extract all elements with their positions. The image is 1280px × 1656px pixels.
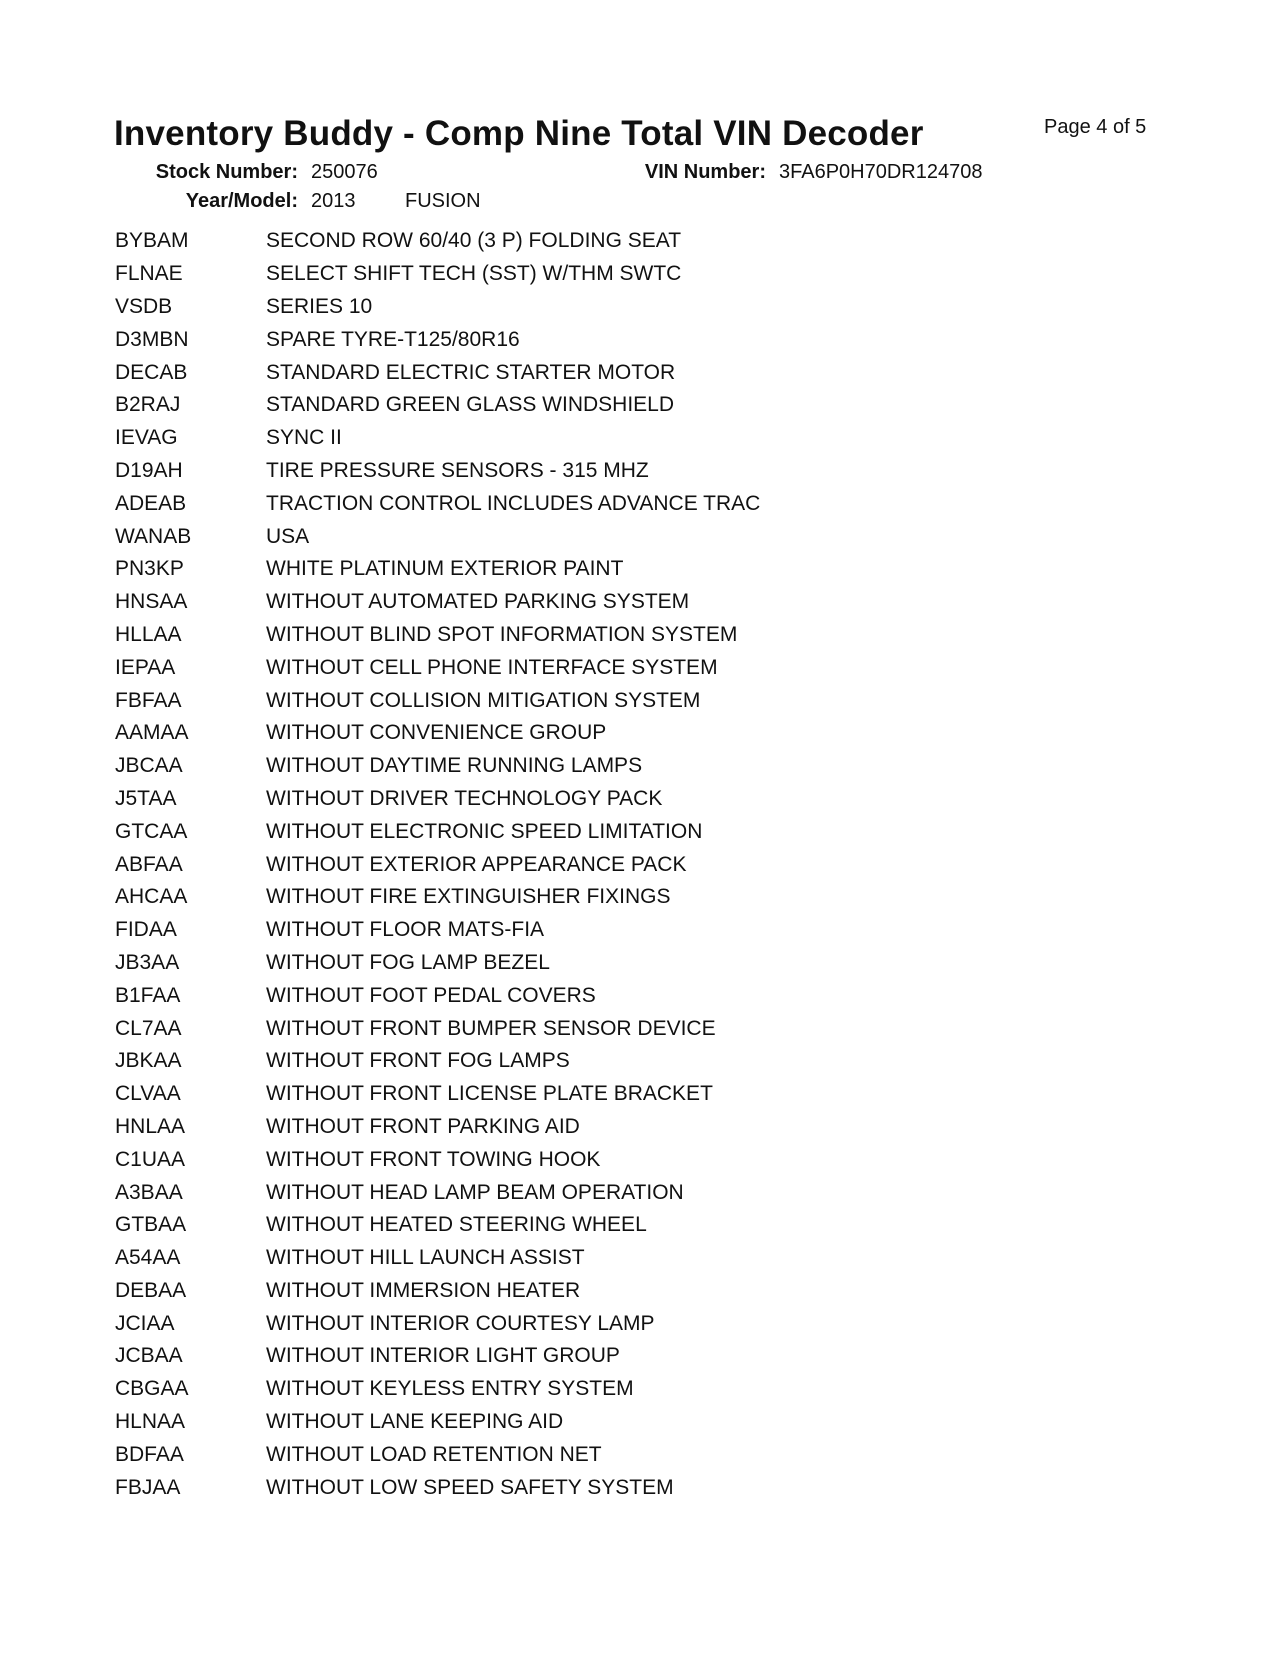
option-description: WITHOUT HEATED STEERING WHEEL bbox=[266, 1213, 647, 1237]
option-description: WITHOUT FRONT TOWING HOOK bbox=[266, 1147, 601, 1171]
option-description: WHITE PLATINUM EXTERIOR PAINT bbox=[266, 557, 624, 581]
option-code: AHCAA bbox=[115, 885, 188, 909]
option-code: B1FAA bbox=[115, 983, 181, 1007]
list-item bbox=[115, 1078, 760, 1111]
option-code: FLNAE bbox=[115, 262, 183, 286]
option-description: WITHOUT BLIND SPOT INFORMATION SYSTEM bbox=[266, 622, 738, 646]
option-code: A54AA bbox=[115, 1246, 181, 1270]
option-description: WITHOUT COLLISION MITIGATION SYSTEM bbox=[266, 688, 701, 712]
list-item bbox=[115, 389, 760, 422]
list-item bbox=[115, 1045, 760, 1078]
option-code: AAMAA bbox=[115, 721, 189, 745]
option-description: SELECT SHIFT TECH (SST) W/THM SWTC bbox=[266, 262, 682, 286]
option-description: WITHOUT CONVENIENCE GROUP bbox=[266, 721, 607, 745]
option-description: WITHOUT FLOOR MATS-FIA bbox=[266, 918, 545, 942]
option-description: WITHOUT IMMERSION HEATER bbox=[266, 1278, 581, 1302]
option-description: USA bbox=[266, 524, 310, 548]
list-item bbox=[115, 651, 760, 684]
list-item bbox=[115, 815, 760, 848]
list-item bbox=[115, 979, 760, 1012]
option-code: A3BAA bbox=[115, 1180, 183, 1204]
option-description: STANDARD GREEN GLASS WINDSHIELD bbox=[266, 393, 675, 417]
list-item bbox=[115, 553, 760, 586]
list-item bbox=[115, 1373, 760, 1406]
option-code: GTCAA bbox=[115, 819, 188, 843]
list-item bbox=[115, 1111, 760, 1144]
list-item bbox=[115, 487, 760, 520]
option-code: HNLAA bbox=[115, 1114, 186, 1138]
option-code: PN3KP bbox=[115, 557, 184, 581]
option-description: STANDARD ELECTRIC STARTER MOTOR bbox=[266, 360, 676, 384]
list-item bbox=[115, 520, 760, 553]
list-item bbox=[115, 1275, 760, 1308]
option-description: WITHOUT DRIVER TECHNOLOGY PACK bbox=[266, 786, 663, 810]
list-item bbox=[115, 1242, 760, 1275]
list-item bbox=[115, 1209, 760, 1242]
model-value: FUSION bbox=[405, 190, 481, 212]
list-item bbox=[115, 848, 760, 881]
list-item bbox=[115, 258, 760, 291]
vin-number-label: VIN Number: bbox=[644, 161, 766, 183]
option-description: WITHOUT FIRE EXTINGUISHER FIXINGS bbox=[266, 885, 671, 909]
stock-number-value: 250076 bbox=[311, 161, 378, 183]
list-item bbox=[115, 291, 760, 324]
option-description: WITHOUT INTERIOR LIGHT GROUP bbox=[266, 1344, 620, 1368]
option-code-list bbox=[115, 225, 760, 1504]
page-indicator: Page 4 of 5 bbox=[1044, 116, 1147, 138]
option-code: VSDB bbox=[115, 294, 173, 318]
option-description: SPARE TYRE-T125/80R16 bbox=[266, 327, 520, 351]
list-item bbox=[115, 783, 760, 816]
year-value: 2013 bbox=[311, 190, 356, 212]
list-item bbox=[115, 1438, 760, 1471]
list-item bbox=[115, 455, 760, 488]
list-item bbox=[115, 717, 760, 750]
option-description: SERIES 10 bbox=[266, 294, 373, 318]
list-item bbox=[115, 1471, 760, 1504]
list-item bbox=[115, 881, 760, 914]
list-item bbox=[115, 914, 760, 947]
year-model-label: Year/Model: bbox=[185, 190, 298, 212]
option-code: BDFAA bbox=[115, 1442, 184, 1466]
option-code: CBGAA bbox=[115, 1377, 189, 1401]
option-description: WITHOUT LANE KEEPING AID bbox=[266, 1410, 564, 1434]
stock-number-label: Stock Number: bbox=[155, 161, 298, 183]
option-code: FIDAA bbox=[115, 918, 177, 942]
option-description: WITHOUT FRONT PARKING AID bbox=[266, 1114, 580, 1138]
list-item bbox=[115, 586, 760, 619]
list-item bbox=[115, 684, 760, 717]
option-code: C1UAA bbox=[115, 1147, 186, 1171]
option-code: FBFAA bbox=[115, 688, 182, 712]
option-code: BYBAM bbox=[115, 229, 189, 253]
vin-number-value: 3FA6P0H70DR124708 bbox=[779, 161, 983, 183]
option-description: WITHOUT CELL PHONE INTERFACE SYSTEM bbox=[266, 655, 718, 679]
option-description: WITHOUT FRONT LICENSE PLATE BRACKET bbox=[266, 1082, 713, 1106]
option-code: B2RAJ bbox=[115, 393, 181, 417]
list-item bbox=[115, 356, 760, 389]
option-description: TIRE PRESSURE SENSORS - 315 MHZ bbox=[266, 458, 649, 482]
option-description: WITHOUT KEYLESS ENTRY SYSTEM bbox=[266, 1377, 634, 1401]
option-code: JBCAA bbox=[115, 754, 183, 778]
option-description: SYNC II bbox=[266, 426, 342, 450]
option-description: WITHOUT FRONT BUMPER SENSOR DEVICE bbox=[266, 1016, 716, 1040]
option-code: JCIAA bbox=[115, 1311, 175, 1335]
list-item bbox=[115, 225, 760, 258]
option-description: WITHOUT LOAD RETENTION NET bbox=[266, 1442, 602, 1466]
list-item bbox=[115, 1307, 760, 1340]
option-code: FBJAA bbox=[115, 1475, 181, 1499]
option-code: ADEAB bbox=[115, 491, 187, 515]
list-item bbox=[115, 619, 760, 652]
list-item bbox=[115, 323, 760, 356]
option-description: WITHOUT ELECTRONIC SPEED LIMITATION bbox=[266, 819, 703, 843]
option-description: WITHOUT FRONT FOG LAMPS bbox=[266, 1049, 570, 1073]
list-item bbox=[115, 1012, 760, 1045]
option-description: WITHOUT DAYTIME RUNNING LAMPS bbox=[266, 754, 643, 778]
option-code: WANAB bbox=[115, 524, 192, 548]
option-description: WITHOUT LOW SPEED SAFETY SYSTEM bbox=[266, 1475, 674, 1499]
option-description: WITHOUT FOG LAMP BEZEL bbox=[266, 950, 550, 974]
option-description: WITHOUT FOOT PEDAL COVERS bbox=[266, 983, 596, 1007]
option-code: JBKAA bbox=[115, 1049, 182, 1073]
option-description: WITHOUT INTERIOR COURTESY LAMP bbox=[266, 1311, 655, 1335]
document-title: Inventory Buddy - Comp Nine Total VIN Decoder bbox=[114, 114, 924, 153]
option-description: SECOND ROW 60/40 (3 P) FOLDING SEAT bbox=[266, 229, 682, 253]
list-item bbox=[115, 1176, 760, 1209]
list-item bbox=[115, 1406, 760, 1439]
option-code: IEVAG bbox=[115, 426, 178, 450]
option-code: JB3AA bbox=[115, 950, 180, 974]
option-code: CL7AA bbox=[115, 1016, 182, 1040]
option-description: WITHOUT HILL LAUNCH ASSIST bbox=[266, 1246, 585, 1270]
option-code: HLLAA bbox=[115, 622, 182, 646]
list-item bbox=[115, 947, 760, 980]
option-code: HLNAA bbox=[115, 1410, 186, 1434]
option-code: JCBAA bbox=[115, 1344, 183, 1368]
option-code: DEBAA bbox=[115, 1278, 187, 1302]
option-code: DECAB bbox=[115, 360, 188, 384]
option-description: TRACTION CONTROL INCLUDES ADVANCE TRAC bbox=[266, 491, 761, 515]
option-code: D19AH bbox=[115, 458, 183, 482]
list-item bbox=[115, 1340, 760, 1373]
list-item bbox=[115, 1143, 760, 1176]
list-item bbox=[115, 422, 760, 455]
option-code: HNSAA bbox=[115, 590, 188, 614]
option-description: WITHOUT EXTERIOR APPEARANCE PACK bbox=[266, 852, 687, 876]
option-code: IEPAA bbox=[115, 655, 176, 679]
option-code: ABFAA bbox=[115, 852, 183, 876]
option-code: D3MBN bbox=[115, 327, 189, 351]
option-description: WITHOUT HEAD LAMP BEAM OPERATION bbox=[266, 1180, 684, 1204]
option-description: WITHOUT AUTOMATED PARKING SYSTEM bbox=[266, 590, 690, 614]
list-item bbox=[115, 750, 760, 783]
option-code: GTBAA bbox=[115, 1213, 187, 1237]
option-code: J5TAA bbox=[115, 786, 177, 810]
option-code: CLVAA bbox=[115, 1082, 181, 1106]
